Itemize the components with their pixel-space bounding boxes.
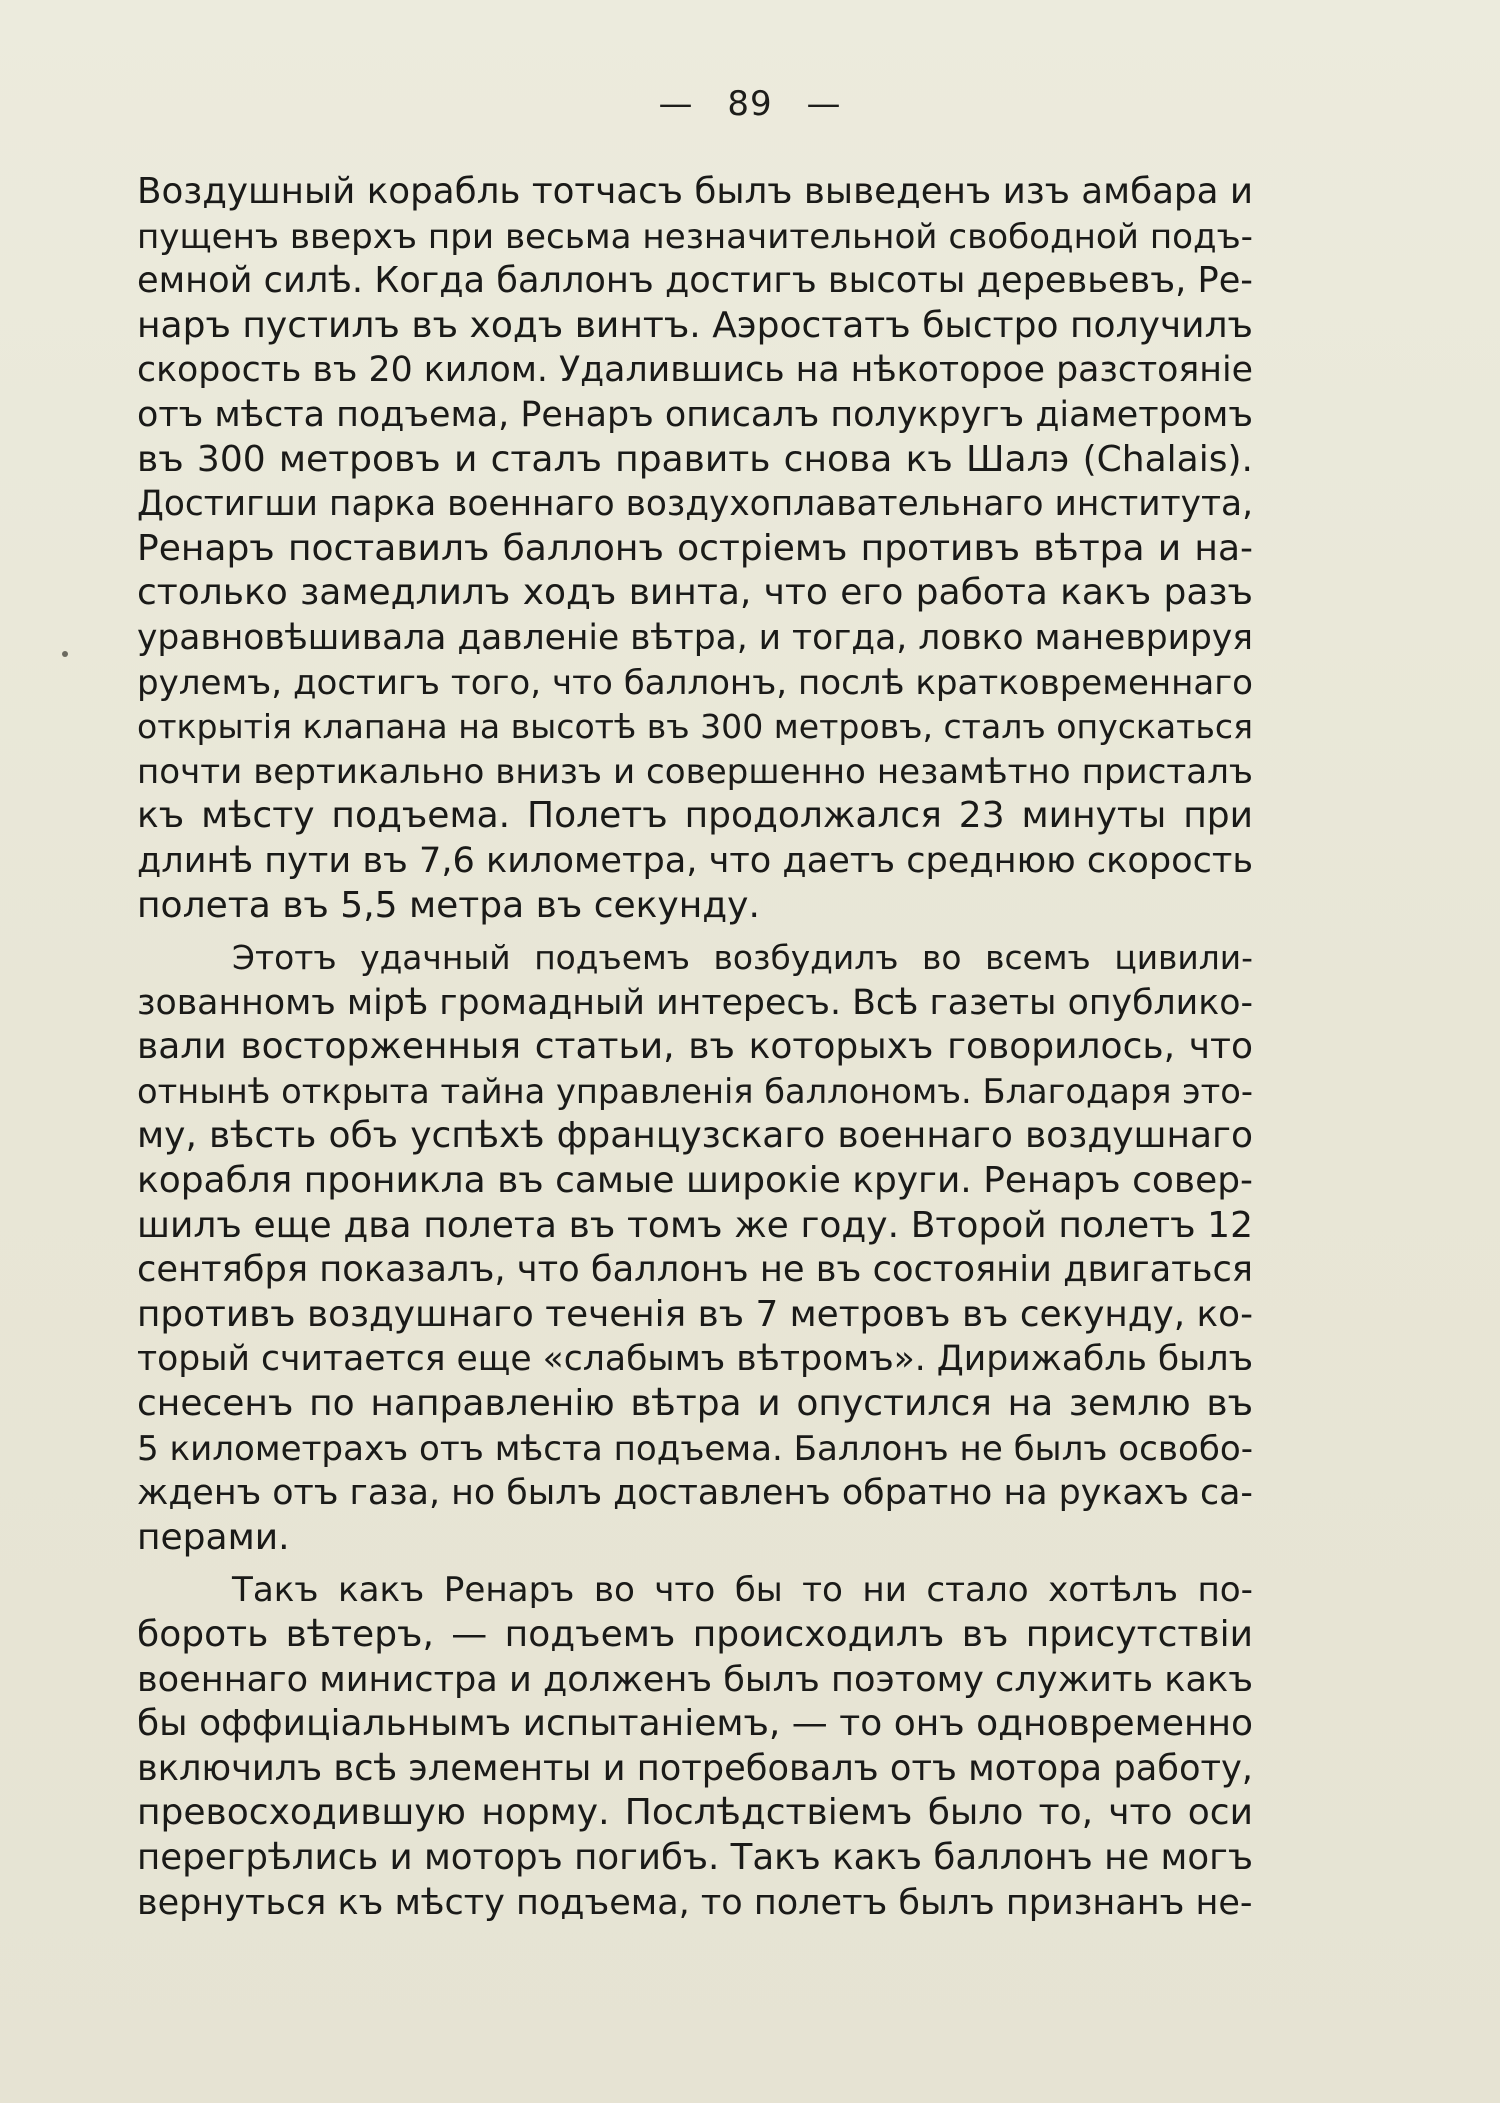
paragraph xyxy=(137,170,1253,928)
text-line: зованномъ мірѣ громадный интересъ. Всѣ газеты опублико- xyxy=(137,982,1253,1023)
text-line: снесенъ по направленію вѣтра и опустился на землю въ xyxy=(137,1383,1253,1425)
text-line: Такъ какъ Ренаръ во что бы то ни стало хотѣлъ по- xyxy=(232,1570,1253,1611)
text-line: перами. xyxy=(137,1516,290,1558)
text-line: жденъ отъ газа, но былъ доставленъ обратно на рукахъ са- xyxy=(137,1473,1253,1514)
paragraph xyxy=(137,936,1253,1560)
text-line: открытія клапана на высотѣ въ 300 метровъ, сталъ опускаться xyxy=(137,707,1253,747)
text-line: торый считается еще «слабымъ вѣтромъ». Дирижабль былъ xyxy=(137,1339,1253,1380)
header-dash-left: — xyxy=(658,84,694,124)
page-number: 89 xyxy=(727,84,773,124)
text-line: къ мѣсту подъема. Полетъ продолжался 23 минуты при xyxy=(137,795,1253,837)
text-line: Достигши парка военнаго воздухоплавательнаго института, xyxy=(137,484,1253,525)
page-header xyxy=(0,84,1500,124)
text-line: почти вертикально внизъ и совершенно незамѣтно присталъ xyxy=(137,751,1253,792)
page-body xyxy=(137,170,1253,1933)
text-line: му, вѣсть объ успѣхѣ французскаго военнаго воздушнаго xyxy=(137,1115,1253,1157)
text-line: корабля проникла въ самые широкіе круги. Ренаръ совер- xyxy=(137,1160,1253,1202)
text-line: рулемъ, достигъ того, что баллонъ, послѣ кратковременнаго xyxy=(137,662,1253,703)
text-line: наръ пустилъ въ ходъ винтъ. Аэростатъ быстро получилъ xyxy=(137,304,1253,346)
text-line: 5 километрахъ отъ мѣста подъема. Баллонъ не былъ освобо- xyxy=(137,1428,1253,1469)
text-line: полета въ 5,5 метра въ секунду. xyxy=(137,884,760,926)
text-line: сентября показалъ, что баллонъ не въ состояніи двигаться xyxy=(137,1249,1253,1291)
text-line: перегрѣлись и моторъ погибъ. Такъ какъ баллонъ не могъ xyxy=(137,1836,1253,1878)
text-line: вернуться къ мѣсту подъема, то полетъ былъ признанъ не- xyxy=(137,1881,1253,1923)
text-line: включилъ всѣ элементы и потребовалъ отъ мотора работу, xyxy=(137,1747,1253,1789)
text-line: Ренаръ поставилъ баллонъ остріемъ противъ вѣтра и на- xyxy=(137,527,1253,569)
paragraph xyxy=(137,1568,1253,1925)
text-line: отъ мѣста подъема, Ренаръ описалъ полукругъ діаметромъ xyxy=(137,394,1253,435)
text-line: емной силѣ. Когда баллонъ достигъ высоты деревьевъ, Ре- xyxy=(137,260,1253,302)
text-line: превосходившую норму. Послѣдствіемъ было то, что оси xyxy=(137,1792,1253,1834)
text-line: уравновѣшивала давленіе вѣтра, и тогда, ловко маневрируя xyxy=(137,617,1253,658)
text-line: Воздушный корабль тотчасъ былъ выведенъ изъ амбара и xyxy=(137,171,1253,212)
header-dash-right: — xyxy=(806,84,842,124)
text-line: въ 300 метровъ и сталъ править снова къ Шалэ (Chalais). xyxy=(137,438,1253,480)
text-line: противъ воздушнаго теченія въ 7 метровъ въ секунду, ко- xyxy=(137,1293,1253,1335)
text-line: бы оффиціальнымъ испытаніемъ, — то онъ одновременно xyxy=(137,1703,1253,1745)
margin-speck xyxy=(62,651,68,657)
text-line: скорость въ 20 килом. Удалившись на нѣкоторое разстояніе xyxy=(137,350,1253,391)
text-line: военнаго министра и долженъ былъ поэтому служить какъ xyxy=(137,1658,1253,1700)
text-line: бороть вѣтеръ, — подъемъ происходилъ въ присутствіи xyxy=(137,1614,1253,1655)
text-line: шилъ еще два полета въ томъ же году. Второй полетъ 12 xyxy=(137,1204,1253,1246)
text-line: Этотъ удачный подъемъ возбудилъ во всемъ цивили- xyxy=(232,938,1253,978)
text-line: длинѣ пути въ 7,6 километра, что даетъ среднюю скорость xyxy=(137,839,1253,881)
text-line: вали восторженныя статьи, въ которыхъ говорилось, что xyxy=(137,1026,1253,1068)
text-line: отнынѣ открыта тайна управленія баллономъ. Благодаря это- xyxy=(137,1071,1253,1111)
text-line: столько замедлилъ ходъ винта, что его работа какъ разъ xyxy=(137,572,1253,614)
text-line: пущенъ вверхъ при весьма незначительной свободной подъ- xyxy=(137,216,1253,257)
